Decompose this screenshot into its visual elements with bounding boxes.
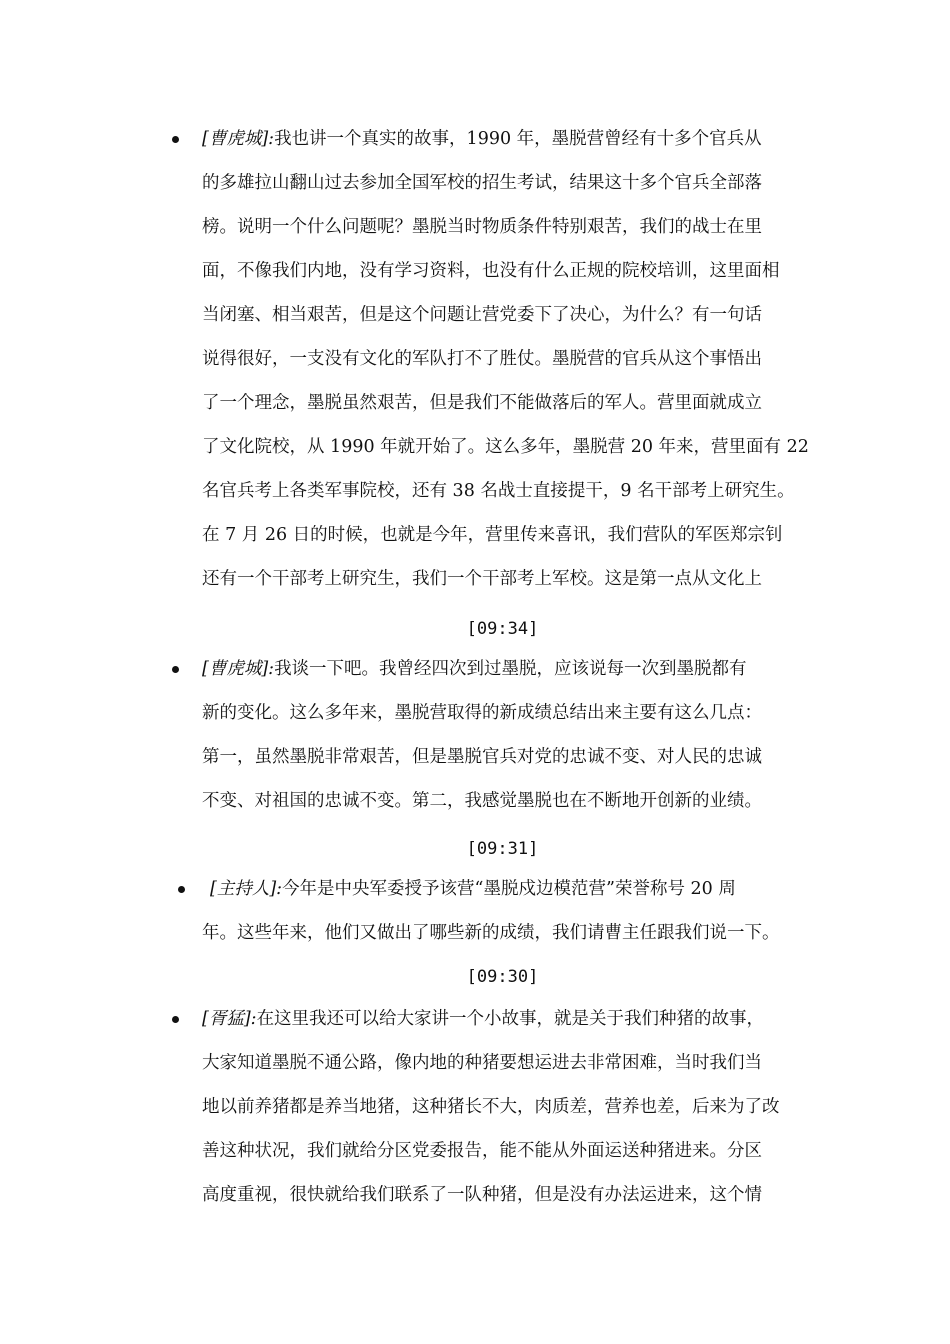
timestamp: [09:31] xyxy=(466,839,539,859)
entry-line-text: 在这里我还可以给大家讲一个小故事，就是关于我们种猪的故事， xyxy=(256,1009,765,1029)
entry-line: 的多雄拉山翻山过去参加全国军校的招生考试，结果这十多个官兵全部落 xyxy=(202,173,762,193)
entry-line xyxy=(202,874,822,904)
speaker-label: [曹虎城]: xyxy=(202,659,275,679)
entry-line: 在 7 月 26 日的时候，也就是今年，营里传来喜讯，我们营队的军医郑宗钊 xyxy=(202,525,783,545)
entry-text xyxy=(202,1004,822,1210)
entry-text xyxy=(202,654,822,816)
entry-line: 不变、对祖国的忠诚不变。第二，我感觉墨脱也在不断地开创新的业绩。 xyxy=(202,791,762,811)
entry-line: 当闭塞、相当艰苦，但是这个问题让营党委下了决心，为什么？有一句话 xyxy=(202,305,762,325)
bullet-icon xyxy=(172,1016,179,1023)
entry-line: 年。这些年来，他们又做出了哪些新的成绩，我们请曹主任跟我们说一下。 xyxy=(202,923,780,943)
entry-line: 了一个理念，墨脱虽然艰苦，但是我们不能做落后的军人。营里面就成立 xyxy=(202,393,762,413)
entry-line: 大家知道墨脱不通公路，像内地的种猪要想运进去非常困难，当时我们当 xyxy=(202,1053,762,1073)
entry-line xyxy=(202,124,822,154)
entry-line-text: 今年是中央军委授予该营“墨脱戍边模范营”荣誉称号 20 周 xyxy=(282,879,736,899)
entry-line: 高度重视，很快就给我们联系了一队种猪，但是没有办法运进来，这个情 xyxy=(202,1185,762,1205)
entry-line-text: 我也讲一个真实的故事，1990 年，墨脱营曾经有十多个官兵从 xyxy=(274,129,762,149)
speaker-label: [主持人]: xyxy=(210,879,283,899)
bullet-icon xyxy=(172,136,179,143)
entry-line: 了文化院校，从 1990 年就开始了。这么多年，墨脱营 20 年来，营里面有 22 xyxy=(202,437,809,457)
timestamp: [09:30] xyxy=(466,967,539,987)
entry-text xyxy=(202,874,822,948)
entry-text xyxy=(202,124,822,594)
speaker-label: [胥猛]: xyxy=(202,1009,257,1029)
entry-line: 榜。说明一个什么问题呢？墨脱当时物质条件特别艰苦，我们的战士在里 xyxy=(202,217,762,237)
entry-line: 地以前养猪都是养当地猪，这种猪长不大，肉质差，营养也差，后来为了改 xyxy=(202,1097,780,1117)
timestamp: [09:34] xyxy=(466,619,539,639)
entry-line: 说得很好，一支没有文化的军队打不了胜仗。墨脱营的官兵从这个事悟出 xyxy=(202,349,762,369)
bullet-icon xyxy=(172,666,179,673)
entry-line: 面，不像我们内地，没有学习资料，也没有什么正规的院校培训，这里面相 xyxy=(202,261,780,281)
entry-line xyxy=(202,1004,822,1034)
entry-line xyxy=(202,654,822,684)
entry-line: 还有一个干部考上研究生，我们一个干部考上军校。这是第一点从文化上 xyxy=(202,569,762,589)
entry-line: 新的变化。这么多年来，墨脱营取得的新成绩总结出来主要有这么几点： xyxy=(202,703,762,723)
entry-line: 名官兵考上各类军事院校，还有 38 名战士直接提干，9 名干部考上研究生。 xyxy=(202,481,795,501)
speaker-label: [曹虎城]: xyxy=(202,129,275,149)
entry-line-text: 我谈一下吧。我曾经四次到过墨脱，应该说每一次到墨脱都有 xyxy=(274,659,747,679)
bullet-icon xyxy=(178,886,185,893)
entry-line: 善这种状况，我们就给分区党委报告，能不能从外面运送种猪进来。分区 xyxy=(202,1141,762,1161)
entry-line: 第一，虽然墨脱非常艰苦，但是墨脱官兵对党的忠诚不变、对人民的忠诚 xyxy=(202,747,762,767)
